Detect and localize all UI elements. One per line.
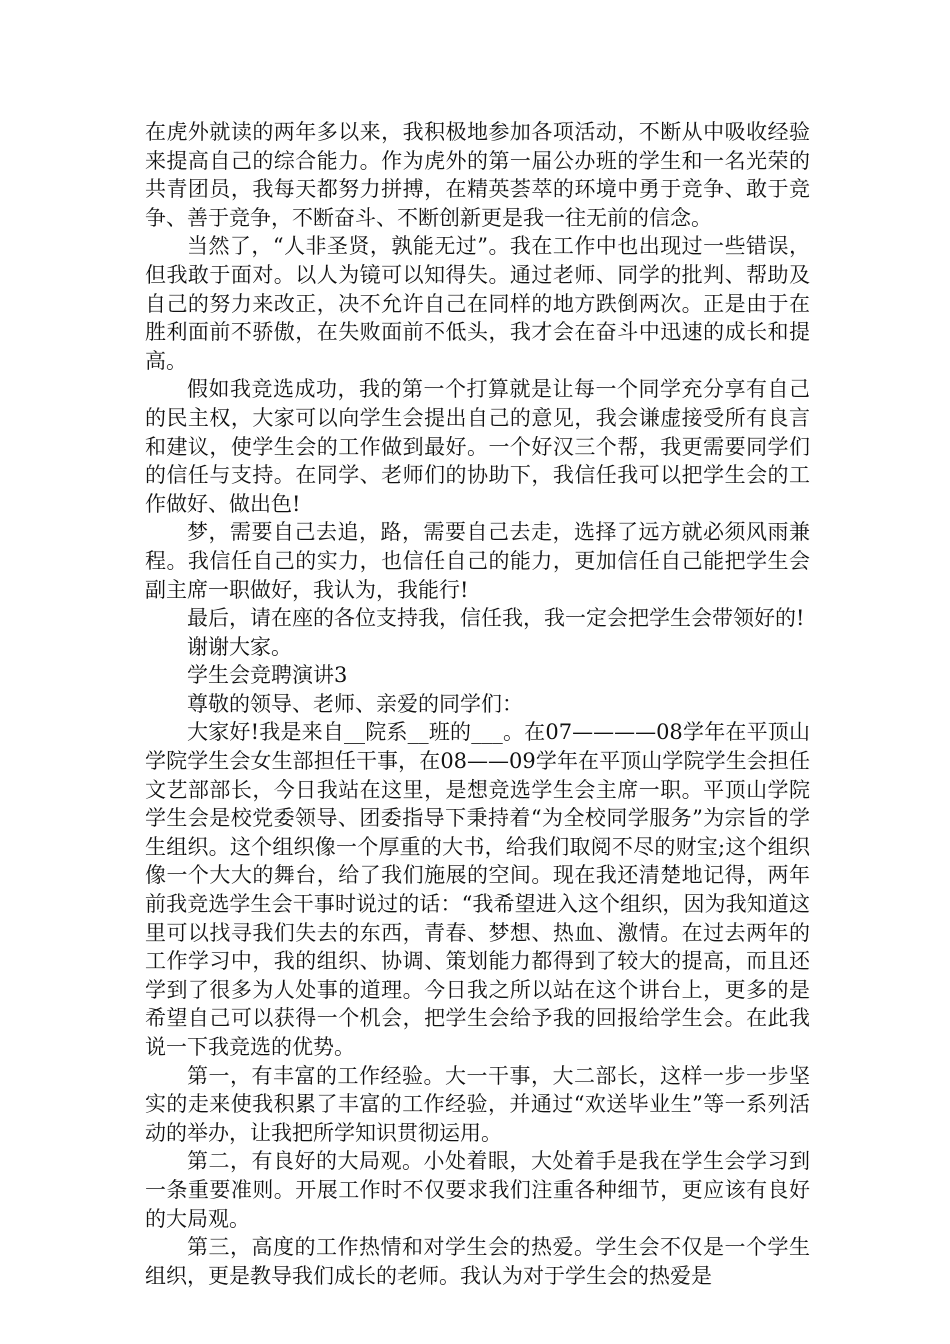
paragraph: 第一，有丰富的工作经验。大一干事，大二部长，这样一步一步坚实的走来使我积累了丰富的工作经验，并通过“欢送毕业生”等一系列活动的举办，让我把所学知识贯彻运用。 (145, 1063, 810, 1145)
paragraph: 第三，高度的工作热情和对学生会的热爱。学生会不仅是一个学生组织，更是教导我们成长的老师。我认为对于学生会的热爱是 (145, 1235, 810, 1288)
paragraph: 大家好!我是来自__院系__班的___。在07————08学年在平顶山学院学生会女生部担任干事，在08——09学年在平顶山学院学生会担任文艺部部长，今日我站在这里，是想竞选学生会主席一职。平顶山学院学生会是校党委领导、团委指导下秉持着“为全校同学服务”为宗旨的学生组织。这个组织像一个厚重的大书，给我们取阅不尽的财宝;这个组织像一个大大的舞台，给了我们施展的空间。现在我还清楚地记得，两年前我竞选学生会干事时说过的话：“我希望进入这个组织，因为我知道这里可以找寻我们失去的东西，青春、梦想、热血、激情。在过去两年的工作学习中，我的组织、协调、策划能力都得到了较大的提高，而且还学到了很多为人处事的道理。今日我之所以站在这个讲台上，更多的是希望自己可以获得一个机会，把学生会给予我的回报给学生会。在此我说一下我竞选的优势。 (145, 720, 810, 1059)
paragraph: 最后，请在座的各位支持我，信任我，我一定会把学生会带领好的! (187, 606, 805, 631)
paragraph: 第二，有良好的大局观。小处着眼，大处着手是我在学生会学习到一条重要准则。开展工作时不仅要求我们注重各种细节，更应该有良好的大局观。 (145, 1149, 810, 1231)
paragraph: 梦，需要自己去追，路，需要自己去走，选择了远方就必须风雨兼程。我信任自己的实力，也信任自己的能力，更加信任自己能把学生会副主席一职做好，我认为，我能行! (145, 520, 810, 602)
document-body (145, 118, 810, 1290)
section-heading: 学生会竞聘演讲3 (187, 663, 348, 688)
paragraph: 在虎外就读的两年多以来，我积极地参加各项活动，不断从中吸收经验来提高自己的综合能力。作为虎外的第一届公办班的学生和一名光荣的共青团员，我每天都努力拼搏，在精英荟萃的环境中勇于竞争、敢于竞争、善于竞争，不断奋斗、不断创新更是我一往无前的信念。 (145, 120, 810, 230)
paragraph: 假如我竞选成功，我的第一个打算就是让每一个同学充分享有自己的民主权，大家可以向学生会提出自己的意见，我会谦虚接受所有良言和建议，使学生会的工作做到最好。一个好汉三个帮，我更需要同学们的信任与支持。在同学、老师们的协助下，我信任我可以把学生会的工作做好、做出色! (145, 377, 810, 516)
paragraph: 谢谢大家。 (187, 634, 292, 659)
salutation: 尊敬的领导、老师、亲爱的同学们： (187, 691, 523, 716)
paragraph: 当然了，“人非圣贤，孰能无过”。我在工作中也出现过一些错误，但我敢于面对。以人为镜可以知得失。通过老师、同学的批判、帮助及自己的努力来改正，决不允许自己在同样的地方跌倒两次。正是由于在胜利面前不骄傲，在失败面前不低头，我才会在奋斗中迅速的成长和提高。 (145, 234, 810, 373)
